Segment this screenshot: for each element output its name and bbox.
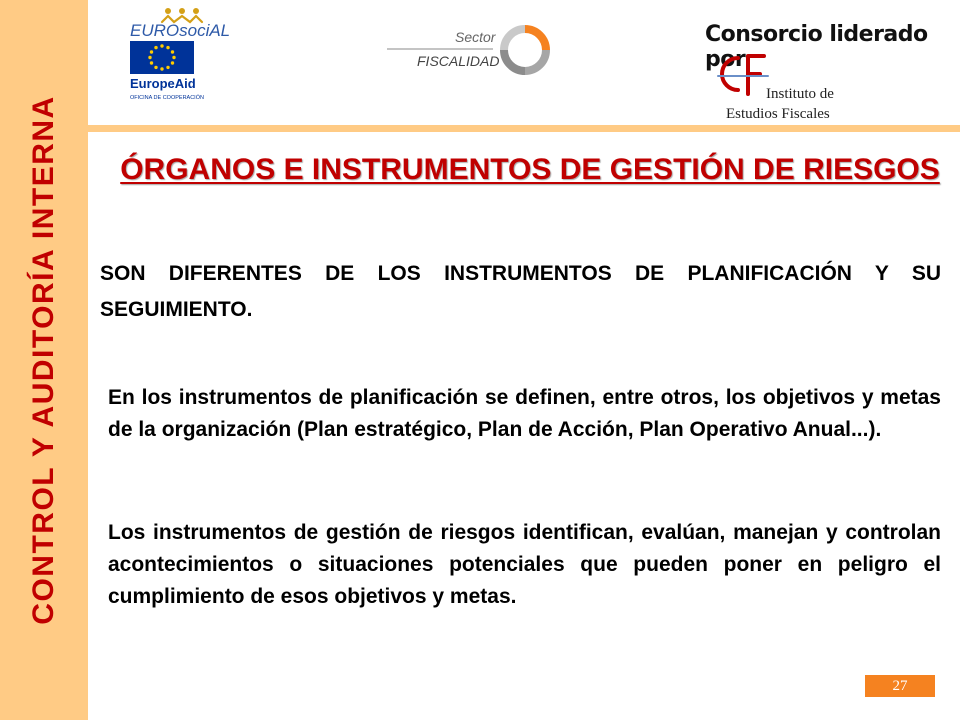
sidebar-title: CONTROL Y AUDITORÍA INTERNA	[27, 95, 60, 625]
ief-logo	[708, 50, 868, 125]
europeaid-subtitle: OFICINA DE COOPERACIÓN	[130, 95, 204, 101]
header-divider	[88, 125, 960, 132]
sector-label: Sector	[455, 29, 496, 45]
ief-line2: Estudios Fiscales	[726, 106, 830, 122]
paragraph-risk-management: Los instrumentos de gestión de riesgos identifican, evalúan, manejan y controlan acontecimientos o situaciones potenciales que pueden poner en peligro el cumplimiento de esos objetivos y metas.	[108, 521, 941, 608]
sector-fiscalidad-logo	[385, 22, 555, 82]
paragraph-planning: En los instrumentos de planificación se definen, entre otros, los objetivos y metas de la organización (Plan estratégico, Plan de Acción, Plan Operativo Anual...).	[108, 386, 941, 441]
europeaid-wordmark: EuropeAid	[130, 76, 196, 91]
consorcio-label: Consorcio liderado por	[705, 22, 928, 72]
sidebar	[0, 0, 88, 720]
sector-ring-icon	[504, 29, 546, 71]
ief-emblem-icon	[718, 56, 768, 94]
slide-title: ÓRGANOS E INSTRUMENTOS DE GESTIÓN DE RIESGOS	[120, 153, 940, 186]
fiscalidad-label: FISCALIDAD	[417, 53, 500, 69]
slide-subtitle: SON DIFERENTES DE LOS INSTRUMENTOS DE PLANIFICACIÓN Y SU SEGUIMIENTO.	[100, 262, 941, 321]
page-number-badge: 27	[865, 675, 935, 697]
ief-line1: Instituto de	[766, 86, 834, 102]
eurosocial-logo	[110, 6, 231, 106]
eurosocial-wordmark: EUROsociAL	[130, 21, 231, 40]
eurosocial-figures-icon	[162, 8, 202, 22]
